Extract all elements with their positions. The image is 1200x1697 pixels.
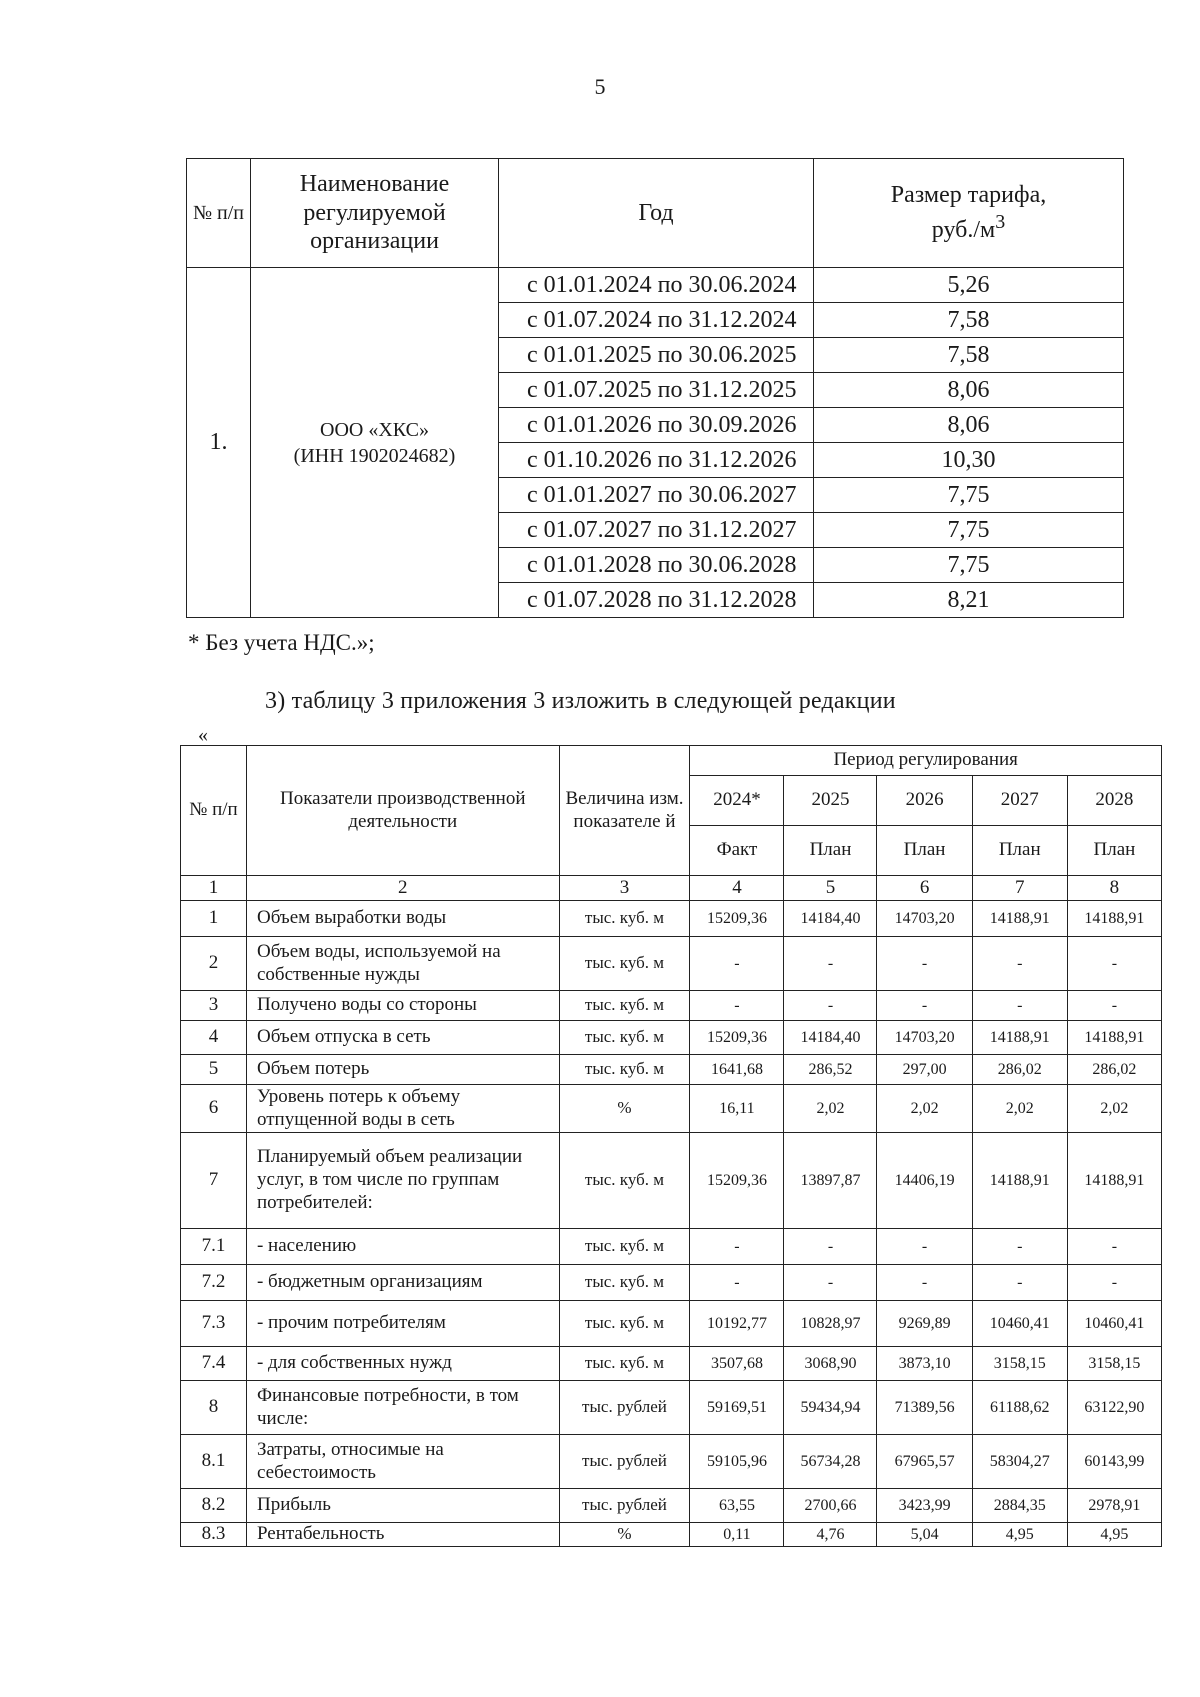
- year-header: 2028: [1067, 776, 1161, 826]
- value-cell: 10460,41: [972, 1301, 1067, 1347]
- unit-label: тыс. куб. м: [559, 937, 690, 991]
- value-cell: 14184,40: [784, 901, 877, 937]
- value-cell: -: [784, 937, 877, 991]
- value-cell: 0,11: [690, 1523, 784, 1547]
- production-header-row-1: [181, 746, 1162, 776]
- value-cell: 5,04: [877, 1523, 972, 1547]
- value-cell: 2700,66: [784, 1489, 877, 1523]
- tariff-value: 7,75: [814, 478, 1124, 513]
- value-cell: 14188,91: [972, 1133, 1067, 1229]
- tariff-header-year: Год: [499, 159, 814, 268]
- tariff-value: 7,75: [814, 548, 1124, 583]
- value-cell: 2,02: [1067, 1085, 1161, 1133]
- row-number: 1: [181, 901, 247, 937]
- value-cell: 14188,91: [1067, 1133, 1161, 1229]
- value-cell: -: [1067, 1229, 1161, 1265]
- value-cell: 2884,35: [972, 1489, 1067, 1523]
- indicator-label: - прочим потребителям: [246, 1301, 559, 1347]
- value-cell: 14406,19: [877, 1133, 972, 1229]
- tariff-period: с 01.01.2024 по 30.06.2024: [499, 268, 814, 303]
- unit-label: тыс. куб. м: [559, 1055, 690, 1085]
- row-number: 8.1: [181, 1435, 247, 1489]
- production-row: [181, 1489, 1162, 1523]
- value-cell: 14703,20: [877, 1021, 972, 1055]
- tariff-header-org: Наименование регулируемой организации: [251, 159, 499, 268]
- production-header-unit: Величина изм. показателе й: [559, 746, 690, 876]
- tariff-period: с 01.01.2028 по 30.06.2028: [499, 548, 814, 583]
- row-number: 8: [181, 1381, 247, 1435]
- row-number: 3: [181, 991, 247, 1021]
- column-number: 3: [559, 876, 690, 901]
- tariff-period: с 01.01.2027 по 30.06.2027: [499, 478, 814, 513]
- production-header-num: № п/п: [181, 746, 247, 876]
- tariff-value: 7,58: [814, 303, 1124, 338]
- value-cell: 14188,91: [1067, 1021, 1161, 1055]
- production-header-period: Период регулирования: [690, 746, 1162, 776]
- production-row: [181, 991, 1162, 1021]
- value-cell: 59434,94: [784, 1381, 877, 1435]
- value-cell: 71389,56: [877, 1381, 972, 1435]
- column-number: 2: [246, 876, 559, 901]
- row-number: 7.1: [181, 1229, 247, 1265]
- value-cell: -: [690, 991, 784, 1021]
- value-cell: 14188,91: [972, 901, 1067, 937]
- plan-fact-header: План: [972, 826, 1067, 876]
- row-number: 8.2: [181, 1489, 247, 1523]
- value-cell: 63122,90: [1067, 1381, 1161, 1435]
- value-cell: 4,76: [784, 1523, 877, 1547]
- row-number: 8.3: [181, 1523, 247, 1547]
- value-cell: 286,02: [1067, 1055, 1161, 1085]
- value-cell: -: [877, 1229, 972, 1265]
- value-cell: 2,02: [784, 1085, 877, 1133]
- production-row: [181, 1301, 1162, 1347]
- unit-label: тыс. куб. м: [559, 1133, 690, 1229]
- indicator-label: Объем воды, используемой на собственные нужды: [246, 937, 559, 991]
- open-quote: «: [198, 724, 208, 746]
- tariff-value: 5,26: [814, 268, 1124, 303]
- tariff-period: с 01.01.2025 по 30.06.2025: [499, 338, 814, 373]
- value-cell: 297,00: [877, 1055, 972, 1085]
- value-cell: 14703,20: [877, 901, 972, 937]
- org-inn: (ИНН 1902024682): [293, 444, 456, 467]
- value-cell: 2,02: [972, 1085, 1067, 1133]
- indicator-label: Планируемый объем реализации услуг, в том числе по группам потребителей:: [246, 1133, 559, 1229]
- unit-label: тыс. куб. м: [559, 1021, 690, 1055]
- plan-fact-header: План: [1067, 826, 1161, 876]
- tariff-header-size-main: Размер тарифа,: [890, 182, 1047, 209]
- value-cell: -: [784, 1229, 877, 1265]
- indicator-label: Рентабельность: [246, 1523, 559, 1547]
- production-row: [181, 1435, 1162, 1489]
- unit-label: тыс. куб. м: [559, 1265, 690, 1301]
- instruction: 3) таблицу 3 приложения 3 изложить в следующей редакции: [265, 688, 896, 714]
- production-header-indicators: Показатели производственной деятельности: [246, 746, 559, 876]
- value-cell: 2,02: [877, 1085, 972, 1133]
- year-header: 2027: [972, 776, 1067, 826]
- production-row: [181, 1085, 1162, 1133]
- tariff-value: 10,30: [814, 443, 1124, 478]
- value-cell: 3873,10: [877, 1347, 972, 1381]
- value-cell: -: [1067, 1265, 1161, 1301]
- unit-label: тыс. куб. м: [559, 1301, 690, 1347]
- tariff-header-size-sup: 3: [995, 211, 1006, 233]
- unit-label: %: [559, 1523, 690, 1547]
- value-cell: 286,52: [784, 1055, 877, 1085]
- value-cell: 16,11: [690, 1085, 784, 1133]
- column-number: 4: [690, 876, 784, 901]
- production-row: [181, 1265, 1162, 1301]
- column-number: 8: [1067, 876, 1161, 901]
- footnote: * Без учета НДС.»;: [188, 630, 375, 655]
- tariff-org-name: [251, 268, 499, 618]
- value-cell: -: [972, 937, 1067, 991]
- value-cell: 1641,68: [690, 1055, 784, 1085]
- indicator-label: Объем отпуска в сеть: [246, 1021, 559, 1055]
- value-cell: 15209,36: [690, 1021, 784, 1055]
- tariff-value: 8,21: [814, 583, 1124, 618]
- value-cell: 10460,41: [1067, 1301, 1161, 1347]
- tariff-header-num: № п/п: [187, 159, 251, 268]
- value-cell: 14184,40: [784, 1021, 877, 1055]
- unit-label: тыс. куб. м: [559, 1229, 690, 1265]
- row-number: 7.4: [181, 1347, 247, 1381]
- column-number: 5: [784, 876, 877, 901]
- indicator-label: Уровень потерь к объему отпущенной воды в сеть: [246, 1085, 559, 1133]
- tariff-value: 8,06: [814, 373, 1124, 408]
- tariff-period: с 01.07.2024 по 31.12.2024: [499, 303, 814, 338]
- column-number: 1: [181, 876, 247, 901]
- value-cell: 10828,97: [784, 1301, 877, 1347]
- column-number: 6: [877, 876, 972, 901]
- production-column-numbers: [181, 876, 1162, 901]
- row-number: 7.2: [181, 1265, 247, 1301]
- value-cell: -: [690, 1265, 784, 1301]
- tariff-header-row: [187, 159, 1124, 268]
- plan-fact-header: План: [784, 826, 877, 876]
- value-cell: 13897,87: [784, 1133, 877, 1229]
- value-cell: -: [877, 991, 972, 1021]
- value-cell: 15209,36: [690, 901, 784, 937]
- unit-label: тыс. куб. м: [559, 1347, 690, 1381]
- production-table: [180, 745, 1162, 1547]
- production-row: [181, 937, 1162, 991]
- row-number: 2: [181, 937, 247, 991]
- tariff-period: с 01.07.2027 по 31.12.2027: [499, 513, 814, 548]
- tariff-value: 8,06: [814, 408, 1124, 443]
- row-number: 7.3: [181, 1301, 247, 1347]
- value-cell: 15209,36: [690, 1133, 784, 1229]
- value-cell: -: [784, 991, 877, 1021]
- value-cell: 3158,15: [972, 1347, 1067, 1381]
- value-cell: 4,95: [1067, 1523, 1161, 1547]
- row-number: 5: [181, 1055, 247, 1085]
- value-cell: -: [690, 937, 784, 991]
- value-cell: 59169,51: [690, 1381, 784, 1435]
- unit-label: %: [559, 1085, 690, 1133]
- value-cell: 286,02: [972, 1055, 1067, 1085]
- value-cell: 3158,15: [1067, 1347, 1161, 1381]
- value-cell: 56734,28: [784, 1435, 877, 1489]
- indicator-label: Прибыль: [246, 1489, 559, 1523]
- tariff-period: с 01.10.2026 по 31.12.2026: [499, 443, 814, 478]
- tariff-header-size-unit: руб./м: [931, 217, 996, 243]
- value-cell: -: [1067, 937, 1161, 991]
- tariff-period: с 01.01.2026 по 30.09.2026: [499, 408, 814, 443]
- value-cell: 3507,68: [690, 1347, 784, 1381]
- value-cell: -: [877, 1265, 972, 1301]
- value-cell: 67965,57: [877, 1435, 972, 1489]
- org-name: ООО «ХКС»: [320, 418, 429, 441]
- value-cell: 2978,91: [1067, 1489, 1161, 1523]
- year-header: 2024*: [690, 776, 784, 826]
- tariff-org-index: 1.: [187, 268, 251, 618]
- value-cell: 59105,96: [690, 1435, 784, 1489]
- indicator-label: - бюджетным организациям: [246, 1265, 559, 1301]
- tariff-value: 7,75: [814, 513, 1124, 548]
- tariff-period: с 01.07.2025 по 31.12.2025: [499, 373, 814, 408]
- tariff-row: [187, 268, 1124, 303]
- year-header: 2025: [784, 776, 877, 826]
- indicator-label: Объем потерь: [246, 1055, 559, 1085]
- tariff-value: 7,58: [814, 338, 1124, 373]
- value-cell: -: [877, 937, 972, 991]
- tariff-header-size: [814, 159, 1124, 268]
- indicator-label: Затраты, относимые на себестоимость: [246, 1435, 559, 1489]
- value-cell: 4,95: [972, 1523, 1067, 1547]
- value-cell: 3068,90: [784, 1347, 877, 1381]
- value-cell: -: [972, 1265, 1067, 1301]
- production-row: [181, 901, 1162, 937]
- value-cell: 9269,89: [877, 1301, 972, 1347]
- production-row: [181, 1381, 1162, 1435]
- unit-label: тыс. рублей: [559, 1489, 690, 1523]
- indicator-label: Объем выработки воды: [246, 901, 559, 937]
- value-cell: -: [1067, 991, 1161, 1021]
- indicator-label: - для собственных нужд: [246, 1347, 559, 1381]
- value-cell: -: [972, 1229, 1067, 1265]
- value-cell: 3423,99: [877, 1489, 972, 1523]
- production-row: [181, 1133, 1162, 1229]
- unit-label: тыс. куб. м: [559, 991, 690, 1021]
- value-cell: 10192,77: [690, 1301, 784, 1347]
- indicator-label: Получено воды со стороны: [246, 991, 559, 1021]
- row-number: 7: [181, 1133, 247, 1229]
- unit-label: тыс. куб. м: [559, 901, 690, 937]
- value-cell: -: [972, 991, 1067, 1021]
- plan-fact-header: План: [877, 826, 972, 876]
- plan-fact-header: Факт: [690, 826, 784, 876]
- production-row: [181, 1347, 1162, 1381]
- production-row: [181, 1523, 1162, 1547]
- tariff-table: [186, 158, 1124, 618]
- value-cell: 14188,91: [1067, 901, 1161, 937]
- value-cell: -: [690, 1229, 784, 1265]
- year-header: 2026: [877, 776, 972, 826]
- page-number: 5: [594, 74, 606, 99]
- value-cell: 58304,27: [972, 1435, 1067, 1489]
- value-cell: 61188,62: [972, 1381, 1067, 1435]
- row-number: 4: [181, 1021, 247, 1055]
- indicator-label: - населению: [246, 1229, 559, 1265]
- unit-label: тыс. рублей: [559, 1435, 690, 1489]
- indicator-label: Финансовые потребности, в том числе:: [246, 1381, 559, 1435]
- unit-label: тыс. рублей: [559, 1381, 690, 1435]
- production-row: [181, 1021, 1162, 1055]
- column-number: 7: [972, 876, 1067, 901]
- value-cell: 60143,99: [1067, 1435, 1161, 1489]
- row-number: 6: [181, 1085, 247, 1133]
- tariff-period: с 01.07.2028 по 31.12.2028: [499, 583, 814, 618]
- value-cell: -: [784, 1265, 877, 1301]
- value-cell: 14188,91: [972, 1021, 1067, 1055]
- value-cell: 63,55: [690, 1489, 784, 1523]
- production-row: [181, 1229, 1162, 1265]
- production-row: [181, 1055, 1162, 1085]
